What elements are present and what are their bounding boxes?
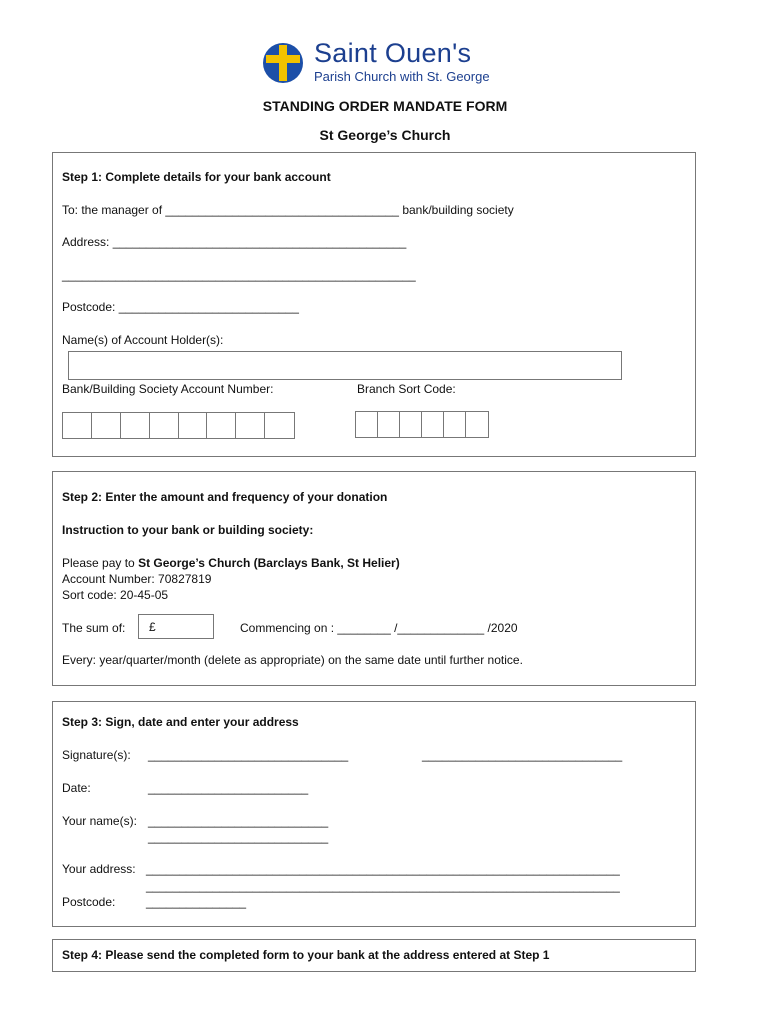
your-name-field-1[interactable]: ___________________________ — [148, 814, 329, 828]
bank-address-field-1[interactable]: Address: ____________________________________________ — [62, 235, 407, 249]
logo-subtitle: Parish Church with St. George — [314, 69, 490, 84]
frequency-line: Every: year/quarter/month (delete as appropriate) on the same date until further notice. — [62, 653, 523, 667]
pay-to-line — [62, 556, 400, 570]
instruction-label: Instruction to your bank or building society: — [62, 523, 314, 537]
account-holders-input[interactable] — [68, 351, 622, 380]
pay-to-name: St George’s Church (Barclays Bank, St Helier) — [138, 556, 400, 570]
sum-input[interactable] — [138, 614, 214, 639]
your-address-field-2[interactable]: _______________________________________________________________________ — [146, 879, 620, 893]
currency-symbol: £ — [149, 620, 156, 634]
your-postcode-field[interactable]: _______________ — [146, 895, 247, 909]
step4-heading: Step 4: Please send the completed form to your bank at the address entered at Step 1 — [62, 948, 550, 962]
your-address-label: Your address: — [62, 862, 136, 876]
step1-heading: Step 1: Complete details for your bank account — [62, 170, 331, 184]
form-title: STANDING ORDER MANDATE FORM — [262, 98, 508, 114]
payee-account-number: Account Number: 70827819 — [62, 572, 212, 586]
sort-code-input[interactable] — [355, 411, 489, 438]
commencing-date-field[interactable]: Commencing on : ________ /_____________ /2020 — [240, 621, 518, 635]
your-name-label: Your name(s): — [62, 814, 137, 828]
payee-sort-code: Sort code: 20-45-05 — [62, 588, 169, 602]
bank-address-field-2[interactable]: _____________________________________________________ — [62, 268, 416, 282]
bank-manager-field[interactable]: To: the manager of ___________________________________ bank/building society — [62, 203, 514, 217]
bank-postcode-field[interactable]: Postcode: ___________________________ — [62, 300, 299, 314]
logo-name: Saint Ouen's — [314, 38, 472, 68]
date-field[interactable]: ________________________ — [148, 781, 309, 795]
date-label: Date: — [62, 781, 91, 795]
church-logo — [262, 40, 512, 88]
sort-code-label: Branch Sort Code: — [357, 382, 456, 396]
sum-label: The sum of: — [62, 621, 126, 635]
form-subtitle: St George’s Church — [319, 127, 451, 143]
signature-field-2[interactable]: ______________________________ — [422, 748, 623, 762]
account-number-label: Bank/Building Society Account Number: — [62, 382, 274, 396]
cross-badge-icon — [262, 42, 304, 84]
signature-field-1[interactable]: ______________________________ — [148, 748, 349, 762]
pay-to-prefix: Please pay to — [62, 556, 139, 570]
step2-heading: Step 2: Enter the amount and frequency of your donation — [62, 490, 388, 504]
your-address-field-1[interactable]: _______________________________________________________________________ — [146, 862, 620, 876]
step3-heading: Step 3: Sign, date and enter your address — [62, 715, 299, 729]
account-number-input[interactable] — [62, 412, 295, 439]
your-postcode-label: Postcode: — [62, 895, 116, 909]
signature-label: Signature(s): — [62, 748, 131, 762]
your-name-field-2[interactable]: ___________________________ — [148, 830, 329, 844]
account-holders-label: Name(s) of Account Holder(s): — [62, 333, 224, 347]
